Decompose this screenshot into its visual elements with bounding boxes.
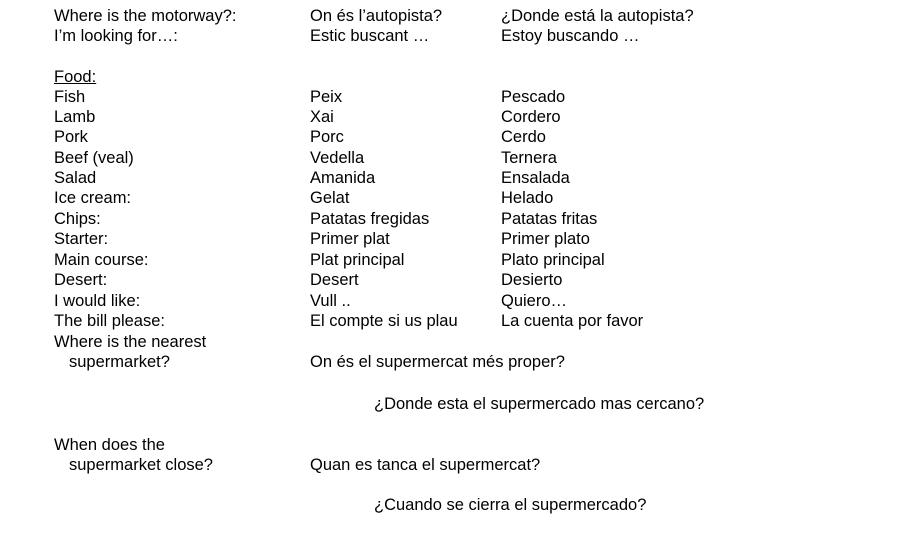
food-es: Plato principal: [501, 251, 605, 269]
food-en: Pork: [54, 128, 88, 146]
supermarket-close-en-line2: supermarket close?: [69, 456, 213, 474]
food-es: Cerdo: [501, 128, 546, 146]
supermarket-nearest-en-line2: supermarket?: [69, 353, 170, 371]
food-es: Desierto: [501, 271, 563, 289]
food-ca: Patatas fregidas: [310, 210, 430, 228]
phrase-ca: On és l’autopista?: [310, 7, 443, 25]
food-en: Fish: [54, 88, 86, 106]
supermarket-close-ca: Quan es tanca el supermercat?: [310, 456, 541, 474]
phrase-en: I’m looking for…:: [54, 27, 178, 45]
food-ca: Vull ..: [310, 292, 351, 310]
phrase-es: ¿Donde está la autopista?: [501, 7, 694, 25]
phrase-en: Where is the motorway?:: [54, 7, 237, 25]
food-en: Starter:: [54, 230, 109, 248]
supermarket-close-en-line1: When does the: [54, 436, 165, 454]
food-es: Cordero: [501, 108, 561, 126]
food-ca: Porc: [310, 128, 344, 146]
food-ca: Gelat: [310, 189, 350, 207]
food-heading: Food:: [54, 68, 97, 86]
food-es: Ternera: [501, 149, 557, 167]
food-ca: Amanida: [310, 169, 376, 187]
supermarket-close-es: ¿Cuando se cierra el supermercado?: [374, 496, 647, 514]
food-en: Chips:: [54, 210, 101, 228]
food-ca: Primer plat: [310, 230, 390, 248]
food-es: Ensalada: [501, 169, 570, 187]
food-es: Quiero…: [501, 292, 568, 310]
food-en: Salad: [54, 169, 97, 187]
food-en: Desert:: [54, 271, 108, 289]
food-es: Patatas fritas: [501, 210, 598, 228]
food-ca: Vedella: [310, 149, 365, 167]
food-ca: Desert: [310, 271, 359, 289]
food-en: Beef (veal): [54, 149, 134, 167]
food-en: The bill please:: [54, 312, 165, 330]
supermarket-nearest-es: ¿Donde esta el supermercado mas cercano?: [374, 395, 705, 413]
phrase-es: Estoy buscando …: [501, 27, 640, 45]
food-es: Helado: [501, 189, 554, 207]
food-ca: Xai: [310, 108, 334, 126]
supermarket-nearest-en-line1: Where is the nearest: [54, 333, 207, 351]
food-en: Lamb: [54, 108, 96, 126]
supermarket-nearest-ca: On és el supermercat més proper?: [310, 353, 565, 371]
phrase-ca: Estic buscant …: [310, 27, 430, 45]
food-en: I would like:: [54, 292, 141, 310]
food-es: Pescado: [501, 88, 566, 106]
food-ca: Plat principal: [310, 251, 405, 269]
food-ca: El compte si us plau: [310, 312, 458, 330]
food-en: Main course:: [54, 251, 149, 269]
food-ca: Peix: [310, 88, 343, 106]
food-es: La cuenta por favor: [501, 312, 644, 330]
food-es: Primer plato: [501, 230, 590, 248]
food-en: Ice cream:: [54, 189, 132, 207]
